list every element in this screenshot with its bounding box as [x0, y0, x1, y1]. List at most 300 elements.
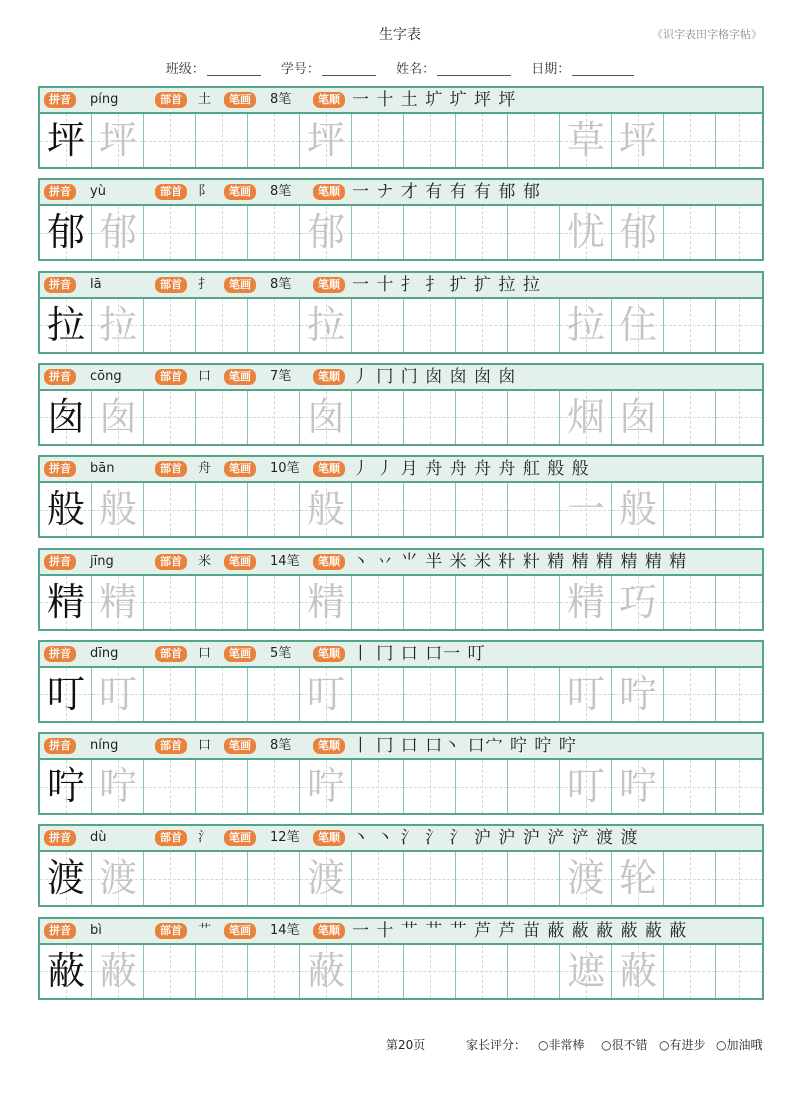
writing-grid	[40, 945, 762, 998]
info-bar	[40, 88, 762, 114]
writing-grid	[40, 760, 762, 813]
trace-character: 拉	[98, 302, 137, 347]
grid-cell[interactable]	[248, 391, 300, 444]
grid-cell[interactable]	[40, 945, 92, 998]
grid-cell[interactable]	[352, 760, 404, 813]
character-block	[38, 178, 764, 261]
grid-cell[interactable]	[664, 299, 716, 352]
grid-cell[interactable]	[404, 299, 456, 352]
trace-character: 叮	[566, 764, 605, 809]
grid-cell[interactable]	[716, 483, 762, 536]
order-badge: 笔顺	[313, 830, 345, 846]
trace-character: 蔽	[618, 948, 657, 993]
grid-cell[interactable]	[352, 576, 404, 629]
grid-cell[interactable]	[612, 576, 664, 629]
rating-option-keep-going[interactable]: ○加油哦	[716, 1038, 763, 1052]
model-character: 渡	[46, 856, 85, 901]
rating-label: 家长评分：	[466, 1038, 527, 1052]
model-character: 蔽	[46, 948, 85, 993]
grid-cell[interactable]	[196, 114, 248, 167]
pinyin-value: dīng	[90, 645, 119, 661]
strokes-value: 8笔	[270, 92, 292, 107]
date-label: 日期：	[531, 62, 571, 77]
grid-cell[interactable]	[300, 483, 352, 536]
writing-grid	[40, 114, 762, 167]
grid-cell[interactable]	[716, 668, 762, 721]
strokes-value: 10笔	[270, 461, 300, 477]
trace-character: 般	[306, 487, 345, 532]
series-title: 《识字表田字格字帖》	[652, 28, 762, 41]
grid-cell[interactable]	[716, 945, 762, 998]
grid-cell[interactable]	[196, 576, 248, 629]
grid-cell[interactable]	[404, 114, 456, 167]
number-label: 学号：	[280, 62, 320, 77]
trace-character: 咛	[306, 764, 345, 809]
radical-value: 氵	[198, 830, 212, 846]
radical-badge: 部首	[155, 461, 187, 477]
model-character: 坪	[46, 118, 85, 162]
grid-cell[interactable]	[248, 483, 300, 536]
page-number: 第20页	[386, 1038, 426, 1052]
model-character: 般	[46, 487, 85, 532]
grid-cell[interactable]	[508, 760, 560, 813]
grid-cell[interactable]	[664, 945, 716, 998]
grid-cell[interactable]	[40, 483, 92, 536]
grid-cell[interactable]	[716, 206, 762, 259]
pinyin-value: jīng	[90, 553, 114, 569]
number-field[interactable]	[281, 62, 376, 77]
strokes-value: 7笔	[270, 368, 292, 384]
trace-character: 咛	[618, 671, 657, 716]
trace-character: 叮	[98, 671, 137, 716]
grid-cell[interactable]	[612, 114, 664, 167]
trace-character: 精	[306, 579, 345, 624]
grid-cell[interactable]	[664, 668, 716, 721]
grid-cell[interactable]	[664, 206, 716, 259]
grid-cell[interactable]	[716, 114, 762, 167]
radical-value: 舟	[198, 461, 212, 477]
stroke-order: 丨 冂 口 口一 叮	[352, 643, 486, 664]
grid-cell[interactable]	[144, 945, 196, 998]
grid-cell[interactable]	[92, 391, 144, 444]
grid-cell[interactable]	[40, 206, 92, 259]
grid-cell[interactable]	[560, 576, 612, 629]
grid-cell[interactable]	[40, 668, 92, 721]
strokes-value: 14笔	[270, 922, 300, 938]
grid-cell[interactable]	[300, 299, 352, 352]
grid-cell[interactable]	[92, 576, 144, 629]
pinyin-badge: 拼音	[44, 461, 76, 477]
strokes-badge: 笔画	[224, 923, 256, 939]
grid-cell[interactable]	[456, 668, 508, 721]
grid-cell[interactable]	[300, 576, 352, 629]
grid-cell[interactable]	[508, 391, 560, 444]
grid-cell[interactable]	[40, 299, 92, 352]
grid-cell[interactable]	[196, 852, 248, 905]
grid-cell[interactable]	[560, 391, 612, 444]
grid-cell[interactable]	[612, 668, 664, 721]
grid-cell[interactable]	[300, 852, 352, 905]
radical-value: 阝	[198, 184, 212, 200]
pinyin-badge: 拼音	[44, 554, 76, 570]
writing-grid	[40, 391, 762, 444]
stroke-order: 一 ナ 才 有 有 有 郁 郁	[352, 182, 541, 203]
trace-character: 渡	[98, 856, 137, 901]
grid-cell[interactable]	[404, 945, 456, 998]
grid-cell[interactable]	[456, 206, 508, 259]
grid-cell[interactable]	[508, 114, 560, 167]
grid-cell[interactable]	[144, 206, 196, 259]
stroke-order: 一 十 艹 艹 艹 芦 芦 苗 蔽 蔽 蔽 蔽 蔽 蔽	[352, 920, 688, 941]
grid-cell[interactable]	[664, 483, 716, 536]
trace-character: 郁	[98, 210, 137, 255]
trace-character: 郁	[306, 210, 345, 255]
grid-cell[interactable]	[508, 483, 560, 536]
grid-cell[interactable]	[196, 206, 248, 259]
grid-cell[interactable]	[300, 945, 352, 998]
trace-character: 坪	[306, 118, 345, 162]
grid-cell[interactable]	[300, 206, 352, 259]
pinyin-value: dù	[90, 830, 107, 846]
grid-cell[interactable]	[716, 299, 762, 352]
grid-cell[interactable]	[92, 945, 144, 998]
grid-cell[interactable]	[716, 760, 762, 813]
grid-cell[interactable]	[300, 114, 352, 167]
grid-cell[interactable]	[144, 299, 196, 352]
name-field[interactable]	[396, 62, 511, 77]
grid-cell[interactable]	[352, 114, 404, 167]
writing-grid	[40, 576, 762, 629]
radical-value: 米	[198, 553, 212, 569]
trace-character: 一	[566, 487, 605, 532]
character-block	[38, 548, 764, 631]
character-block	[38, 640, 764, 723]
grid-cell[interactable]	[664, 576, 716, 629]
grid-cell[interactable]	[92, 760, 144, 813]
trace-character: 般	[618, 487, 657, 532]
grid-cell[interactable]	[144, 576, 196, 629]
character-block	[38, 363, 764, 446]
radical-badge: 部首	[155, 738, 187, 754]
pinyin-value: bān	[90, 461, 115, 477]
order-badge: 笔顺	[313, 646, 345, 662]
grid-cell[interactable]	[248, 576, 300, 629]
pinyin-value: píng	[90, 92, 119, 107]
trace-character: 精	[566, 579, 605, 624]
grid-cell[interactable]	[40, 760, 92, 813]
grid-cell[interactable]	[196, 945, 248, 998]
grid-cell[interactable]	[144, 668, 196, 721]
grid-cell[interactable]	[40, 576, 92, 629]
info-bar	[40, 180, 762, 206]
grid-cell[interactable]	[716, 391, 762, 444]
grid-cell[interactable]	[508, 852, 560, 905]
grid-cell[interactable]	[404, 391, 456, 444]
grid-cell[interactable]	[92, 114, 144, 167]
strokes-value: 5笔	[270, 645, 292, 661]
grid-cell[interactable]	[404, 852, 456, 905]
grid-cell[interactable]	[612, 483, 664, 536]
radical-badge: 部首	[155, 554, 187, 570]
grid-cell[interactable]	[92, 483, 144, 536]
strokes-badge: 笔画	[224, 554, 256, 570]
radical-badge: 部首	[155, 923, 187, 939]
strokes-badge: 笔画	[224, 461, 256, 477]
grid-cell[interactable]	[300, 760, 352, 813]
grid-cell[interactable]	[352, 391, 404, 444]
radical-value: 口	[198, 738, 212, 754]
grid-cell[interactable]	[248, 299, 300, 352]
order-badge: 笔顺	[313, 369, 345, 385]
writing-grid	[40, 668, 762, 721]
grid-cell[interactable]	[352, 206, 404, 259]
order-badge: 笔顺	[313, 277, 345, 293]
grid-cell[interactable]	[508, 945, 560, 998]
pinyin-badge: 拼音	[44, 923, 76, 939]
grid-cell[interactable]	[456, 760, 508, 813]
info-bar	[40, 734, 762, 760]
grid-cell[interactable]	[144, 391, 196, 444]
stroke-order: 丨 冂 口 口丶 口宀 咛 咛 咛	[352, 736, 577, 757]
grid-cell[interactable]	[508, 299, 560, 352]
grid-cell[interactable]	[196, 760, 248, 813]
page-title: 生字表	[379, 27, 421, 43]
grid-cell[interactable]	[612, 760, 664, 813]
grid-cell[interactable]	[352, 852, 404, 905]
grid-cell[interactable]	[196, 391, 248, 444]
radical-value: 扌	[198, 276, 212, 292]
grid-cell[interactable]	[560, 852, 612, 905]
grid-cell[interactable]	[352, 483, 404, 536]
grid-cell[interactable]	[404, 668, 456, 721]
rating-option-good[interactable]: ○很不错	[601, 1038, 648, 1052]
grid-cell[interactable]	[664, 852, 716, 905]
trace-character: 般	[98, 487, 137, 532]
grid-cell[interactable]	[456, 945, 508, 998]
grid-cell[interactable]	[404, 576, 456, 629]
trace-character: 巧	[618, 579, 657, 624]
stroke-order: 丿 冂 门 囱 囱 囱 囱	[352, 366, 517, 387]
character-block	[38, 732, 764, 815]
radical-badge: 部首	[155, 184, 187, 200]
grid-cell[interactable]	[196, 483, 248, 536]
grid-cell[interactable]	[664, 760, 716, 813]
trace-character: 囱	[98, 394, 137, 439]
trace-character: 渡	[306, 856, 345, 901]
trace-character: 咛	[98, 764, 137, 809]
radical-badge: 部首	[155, 369, 187, 385]
trace-character: 咛	[618, 764, 657, 809]
rating-option-progress[interactable]: ○有进步	[659, 1038, 706, 1052]
grid-cell[interactable]	[92, 299, 144, 352]
strokes-value: 8笔	[270, 276, 292, 292]
order-badge: 笔顺	[313, 92, 345, 108]
trace-character: 蔽	[98, 948, 137, 993]
grid-cell[interactable]	[144, 852, 196, 905]
writing-grid	[40, 852, 762, 905]
grid-cell[interactable]	[144, 760, 196, 813]
strokes-badge: 笔画	[224, 92, 256, 108]
model-character: 咛	[46, 764, 85, 809]
strokes-badge: 笔画	[224, 646, 256, 662]
grid-cell[interactable]	[352, 299, 404, 352]
grid-cell[interactable]	[560, 483, 612, 536]
grid-cell[interactable]	[560, 299, 612, 352]
pinyin-value: níng	[90, 738, 119, 754]
pinyin-badge: 拼音	[44, 277, 76, 293]
strokes-badge: 笔画	[224, 738, 256, 754]
grid-cell[interactable]	[404, 206, 456, 259]
name-label: 姓名：	[396, 62, 436, 77]
grid-cell[interactable]	[300, 391, 352, 444]
trace-character: 遮	[566, 948, 605, 993]
date-field[interactable]	[531, 62, 634, 77]
grid-cell[interactable]	[352, 668, 404, 721]
grid-cell[interactable]	[404, 483, 456, 536]
pinyin-badge: 拼音	[44, 830, 76, 846]
grid-cell[interactable]	[300, 668, 352, 721]
grid-cell[interactable]	[612, 945, 664, 998]
trace-character: 轮	[618, 856, 657, 901]
radical-value: 土	[198, 92, 212, 107]
trace-character: 蔽	[306, 948, 345, 993]
grid-cell[interactable]	[40, 114, 92, 167]
strokes-badge: 笔画	[224, 830, 256, 846]
info-bar	[40, 273, 762, 299]
grid-cell[interactable]	[92, 668, 144, 721]
stroke-order: 丶 丷 ⺌ 半 米 米 籵 籵 精 精 精 精 精 精	[352, 551, 688, 572]
grid-cell[interactable]	[144, 114, 196, 167]
order-badge: 笔顺	[313, 923, 345, 939]
trace-character: 忧	[566, 210, 605, 255]
grid-cell[interactable]	[248, 206, 300, 259]
grid-cell[interactable]	[560, 206, 612, 259]
grid-cell[interactable]	[716, 852, 762, 905]
character-block	[38, 271, 764, 354]
info-bar	[40, 826, 762, 852]
grid-cell[interactable]	[196, 668, 248, 721]
grid-cell[interactable]	[92, 852, 144, 905]
grid-cell[interactable]	[352, 945, 404, 998]
grid-cell[interactable]	[508, 576, 560, 629]
grid-cell[interactable]	[560, 945, 612, 998]
rating-option-great[interactable]: ○非常棒	[538, 1038, 585, 1052]
order-badge: 笔顺	[313, 461, 345, 477]
trace-character: 囱	[618, 394, 657, 439]
radical-badge: 部首	[155, 646, 187, 662]
info-bar	[40, 919, 762, 945]
character-block	[38, 86, 764, 169]
strokes-badge: 笔画	[224, 277, 256, 293]
strokes-value: 12笔	[270, 830, 300, 846]
grid-cell[interactable]	[560, 668, 612, 721]
grid-cell[interactable]	[560, 760, 612, 813]
model-character: 郁	[46, 210, 85, 255]
grid-cell[interactable]	[612, 852, 664, 905]
trace-character: 渡	[566, 856, 605, 901]
pinyin-badge: 拼音	[44, 184, 76, 200]
grid-cell[interactable]	[248, 114, 300, 167]
grid-cell[interactable]	[196, 299, 248, 352]
strokes-value: 8笔	[270, 738, 292, 754]
grid-cell[interactable]	[612, 391, 664, 444]
pinyin-value: bì	[90, 922, 102, 938]
grid-cell[interactable]	[456, 483, 508, 536]
trace-character: 拉	[566, 302, 605, 347]
grid-cell[interactable]	[456, 391, 508, 444]
radical-badge: 部首	[155, 277, 187, 293]
model-character: 囱	[46, 394, 85, 439]
grid-cell[interactable]	[508, 206, 560, 259]
trace-character: 精	[98, 579, 137, 624]
model-character: 精	[46, 579, 85, 624]
pinyin-badge: 拼音	[44, 369, 76, 385]
stroke-order: 一 十 扌 扌 扩 扩 拉 拉	[352, 274, 541, 295]
trace-character: 草	[566, 118, 605, 162]
radical-value: 艹	[198, 922, 212, 938]
trace-character: 囱	[306, 394, 345, 439]
order-badge: 笔顺	[313, 554, 345, 570]
trace-character: 烟	[566, 394, 605, 439]
strokes-value: 8笔	[270, 184, 292, 200]
character-block	[38, 455, 764, 538]
order-badge: 笔顺	[313, 184, 345, 200]
model-character: 叮	[46, 671, 85, 716]
grid-cell[interactable]	[456, 299, 508, 352]
grid-cell[interactable]	[612, 206, 664, 259]
pinyin-badge: 拼音	[44, 92, 76, 108]
grid-cell[interactable]	[560, 114, 612, 167]
writing-grid	[40, 206, 762, 259]
trace-character: 叮	[306, 671, 345, 716]
radical-badge: 部首	[155, 830, 187, 846]
writing-grid	[40, 299, 762, 352]
grid-cell[interactable]	[664, 114, 716, 167]
grid-cell[interactable]	[716, 576, 762, 629]
trace-character: 郁	[618, 210, 657, 255]
grid-cell[interactable]	[248, 760, 300, 813]
grid-cell[interactable]	[40, 391, 92, 444]
grid-cell[interactable]	[456, 852, 508, 905]
grid-cell[interactable]	[248, 668, 300, 721]
trace-character: 坪	[618, 118, 657, 162]
model-character: 拉	[46, 302, 85, 347]
grid-cell[interactable]	[92, 206, 144, 259]
class-field[interactable]	[166, 62, 261, 77]
pinyin-value: yù	[90, 184, 106, 200]
info-bar	[40, 457, 762, 483]
grid-cell[interactable]	[144, 483, 196, 536]
class-label: 班级：	[165, 62, 205, 77]
trace-character: 叮	[566, 671, 605, 716]
grid-cell[interactable]	[456, 114, 508, 167]
grid-cell[interactable]	[248, 945, 300, 998]
stroke-order: 丶 丶 氵 氵 氵 沪 沪 沪 浐 浐 渡 渡	[352, 828, 639, 849]
radical-badge: 部首	[155, 92, 187, 108]
grid-cell[interactable]	[508, 668, 560, 721]
strokes-value: 14笔	[270, 553, 300, 569]
grid-cell[interactable]	[456, 576, 508, 629]
grid-cell[interactable]	[612, 299, 664, 352]
grid-cell[interactable]	[40, 852, 92, 905]
meta-line	[0, 58, 800, 77]
grid-cell[interactable]	[248, 852, 300, 905]
grid-cell[interactable]	[404, 760, 456, 813]
trace-character: 住	[618, 302, 657, 347]
order-badge: 笔顺	[313, 738, 345, 754]
grid-cell[interactable]	[664, 391, 716, 444]
radical-value: 口	[198, 645, 212, 661]
